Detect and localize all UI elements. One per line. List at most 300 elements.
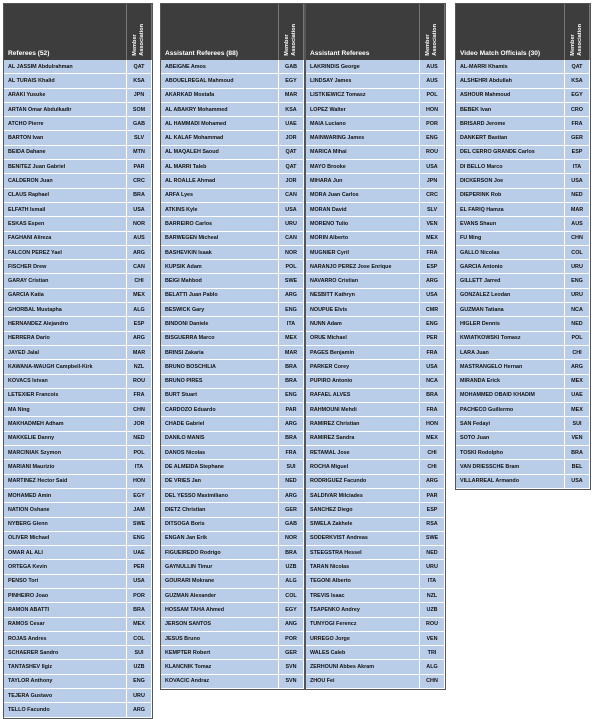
table-row [161,131,304,145]
table-row [4,488,152,502]
official-name: TSAPENKO Andrey [306,603,420,617]
table-row [306,374,445,388]
member-association-code: PAR [420,488,445,502]
official-name: MOHAMED Amin [4,488,127,502]
official-name: ASHOUR Mahmoud [456,88,565,102]
table-row [456,117,590,131]
official-name: HERRERA Dario [4,331,127,345]
table-row [306,646,445,660]
table-row [4,617,152,631]
table-row [4,303,152,317]
official-name: PUPIRO Antonio [306,374,420,388]
member-association-code: PER [127,560,152,574]
official-name: BASHEVKIN Isaak [161,245,279,259]
member-association-code: QAT [127,60,152,74]
official-name: RAMON ABATTI [4,603,127,617]
member-association-code: USA [127,574,152,588]
table-row [4,145,152,159]
official-name: TEGONI Alberto [306,574,420,588]
official-name: LOPEZ Walter [306,102,420,116]
member-association-code: MAR [127,345,152,359]
table-row [306,417,445,431]
member-association-code: GAB [279,60,304,74]
official-name: MUGNIER Cyril [306,245,420,259]
official-name: FU Ming [456,231,565,245]
member-association-code: QAT [279,160,304,174]
official-name: CALDERON Juan [4,174,127,188]
assistant-referees-title: Assistant Referees (88) [161,4,279,60]
table-row [306,74,445,88]
official-name: MAYO Brooke [306,160,420,174]
member-association-code: USA [279,202,304,216]
official-name: GARCIA Antonio [456,260,565,274]
table-row [4,102,152,116]
table-row [4,288,152,302]
table-row [306,631,445,645]
official-name: BURT Stuart [161,388,279,402]
official-name: PACHECO Guillermo [456,403,565,417]
table-row [4,217,152,231]
table-row [4,374,152,388]
member-association-code: USA [420,360,445,374]
official-name: SALDIVAR Milciades [306,488,420,502]
table-row [306,117,445,131]
table-row [4,431,152,445]
member-association-code: UAE [279,117,304,131]
official-name: KLANCNIK Tomaz [161,660,279,674]
member-association-code: UZB [279,560,304,574]
official-name: LAKRINDIS George [306,60,420,74]
official-name: MARIANI Maurizio [4,460,127,474]
official-name: AL JASSIM Abdulrahman [4,60,127,74]
official-name: FIGUEIREDO Rodrigo [161,546,279,560]
member-association-code: CHN [565,231,590,245]
official-name: TEJERA Gustavo [4,689,127,703]
table-row [161,317,304,331]
official-name: ATCHO Pierre [4,117,127,131]
table-row [306,531,445,545]
member-association-code: ANG [279,617,304,631]
table-row [456,431,590,445]
member-association-code: QAT [279,145,304,159]
table-row [161,274,304,288]
official-name: HIGLER Dennis [456,317,565,331]
table-row [456,245,590,259]
member-association-code: BRA [127,188,152,202]
official-name: GOURARI Mokrane [161,574,279,588]
official-name: KEMPTER Robert [161,646,279,660]
member-association-code: ARG [420,274,445,288]
official-name: NATION Oshane [4,503,127,517]
table-row [456,145,590,159]
official-name: JAYED Jalal [4,345,127,359]
official-name: BRISARD Jerome [456,117,565,131]
official-name: MARTINEZ Hector Said [4,474,127,488]
official-name: HERNANDEZ Alejandro [4,317,127,331]
official-name: NAVARRO Cristian [306,274,420,288]
member-association-code: VEN [565,431,590,445]
official-name: MORIN Alberto [306,231,420,245]
table-row [4,531,152,545]
member-association-code: NED [127,431,152,445]
table-row [4,188,152,202]
official-name: ENGAN Jan Erik [161,531,279,545]
member-association-code: CHI [127,274,152,288]
member-association-code: URU [565,260,590,274]
member-association-code: MEX [420,431,445,445]
official-name: AL KALAF Mohammad [161,131,279,145]
member-association-code: POR [279,631,304,645]
table-row [456,202,590,216]
assoc-header: Member Association [284,24,297,56]
member-association-code: URU [420,560,445,574]
table-row [4,689,152,703]
table-row [4,260,152,274]
member-association-code: COL [279,588,304,602]
official-name: SAN Fedayi [456,417,565,431]
member-association-code: USA [420,288,445,302]
table-row [161,474,304,488]
table-row [4,631,152,645]
official-name: ABEIGNE Amos [161,60,279,74]
member-association-code: ALG [279,574,304,588]
table-row [4,317,152,331]
table-row [161,417,304,431]
official-name: TANTASHEV Ilgiz [4,660,127,674]
table-row [456,360,590,374]
official-name: RAHMOUNI Mehdi [306,403,420,417]
official-name: BEIGI Mahbod [161,274,279,288]
table-row [161,674,304,688]
official-name: URREGO Jorge [306,631,420,645]
referees-title: Referees (52) [4,4,127,60]
table-row [161,202,304,216]
member-association-code: TRI [420,646,445,660]
table-row [306,488,445,502]
member-association-code: ROU [127,374,152,388]
table-row [306,260,445,274]
official-name: BEBEK Ivan [456,102,565,116]
member-association-code: UAE [565,388,590,402]
member-association-code: JAM [127,503,152,517]
member-association-code: SWE [420,531,445,545]
member-association-code: ENG [279,388,304,402]
official-name: EVANS Shaun [456,217,565,231]
table-row [4,117,152,131]
member-association-code: ITA [279,317,304,331]
member-association-code: AUS [420,74,445,88]
member-association-code: AUS [127,231,152,245]
table-row [306,674,445,688]
official-name: NARANJO PEREZ Jose Enrique [306,260,420,274]
official-name: GUZMAN Alexander [161,588,279,602]
official-name: GAYNULLIN Timur [161,560,279,574]
member-association-code: SVN [279,674,304,688]
member-association-code: ALG [127,303,152,317]
member-association-code: ENG [279,303,304,317]
table-row [161,174,304,188]
member-association-code: BEL [565,460,590,474]
table-row [161,431,304,445]
official-name: MA Ning [4,403,127,417]
official-name: BARREIRO Carlos [161,217,279,231]
official-name: CARDOZO Eduardo [161,403,279,417]
member-association-code: FRA [420,245,445,259]
member-association-code: NZL [420,588,445,602]
member-association-code: GER [279,646,304,660]
table-row [456,417,590,431]
table-row [306,460,445,474]
table-row [306,217,445,231]
table-row [456,345,590,359]
official-name: DANILO MANIS [161,431,279,445]
table-row [161,117,304,131]
official-name: MARCINIAK Szymon [4,446,127,460]
official-name: DE VRIES Jan [161,474,279,488]
official-name: DEL CERRO GRANDE Carlos [456,145,565,159]
table-row [161,217,304,231]
table-row [456,388,590,402]
official-name: TARAN Nicolas [306,560,420,574]
member-association-code: FRA [127,388,152,402]
official-name: ATKINS Kyle [161,202,279,216]
member-association-code: COL [127,631,152,645]
official-name: TUNYOGI Ferencz [306,617,420,631]
member-association-code: JPN [420,174,445,188]
table-row [456,374,590,388]
member-association-code: ARG [279,488,304,502]
assoc-header: Member Association [425,24,438,56]
official-name: TREVIS Isaac [306,588,420,602]
member-association-code: BRA [279,546,304,560]
table-row [306,331,445,345]
official-name: SANCHEZ Diego [306,503,420,517]
member-association-code: EGY [127,488,152,502]
member-association-code: POL [279,260,304,274]
official-name: AKARKAD Mostafa [161,88,279,102]
table-row [4,546,152,560]
table-row [161,303,304,317]
table-row [161,460,304,474]
member-association-code: ENG [420,131,445,145]
member-association-code: MEX [420,231,445,245]
table-row [306,288,445,302]
member-association-code: MAR [279,88,304,102]
member-association-code: CRO [565,102,590,116]
member-association-code: AUS [565,217,590,231]
official-name: CLAUS Raphael [4,188,127,202]
table-row [161,231,304,245]
official-name: LISTKIEWICZ Tomasz [306,88,420,102]
member-association-code: BRA [279,360,304,374]
member-association-code: GER [565,131,590,145]
assistant-referees-table-b [305,3,446,690]
member-association-code: SLV [127,131,152,145]
member-association-code: NED [565,188,590,202]
official-name: ARFA Lyes [161,188,279,202]
table-row [161,588,304,602]
table-row [161,560,304,574]
member-association-code: BRA [279,374,304,388]
table-row [161,288,304,302]
member-association-code: ITA [420,574,445,588]
table-row [306,588,445,602]
official-name: BENITEZ Juan Gabriel [4,160,127,174]
member-association-code: CHI [565,345,590,359]
official-name: ROCHA Miguel [306,460,420,474]
official-name: MIRANDA Erick [456,374,565,388]
table-row [4,131,152,145]
table-row [306,160,445,174]
table-row [161,531,304,545]
table-row [4,60,152,74]
member-association-code: ARG [565,360,590,374]
official-name: DE ALMEIDA Stephane [161,460,279,474]
member-association-code: NCA [565,303,590,317]
member-association-code: MEX [127,288,152,302]
official-name: SIWELA Zakhele [306,517,420,531]
member-association-code: POR [420,117,445,131]
table-row [161,446,304,460]
official-name: BELATTI Juan Pablo [161,288,279,302]
table-row [306,617,445,631]
table-row [4,560,152,574]
official-name: RAMIREZ Christian [306,417,420,431]
table-row [161,388,304,402]
official-name: BRUNO BOSCHILIA [161,360,279,374]
official-name: MORAN David [306,202,420,216]
table-row [4,174,152,188]
member-association-code: ENG [127,531,152,545]
table-row [306,102,445,116]
table-row [161,160,304,174]
official-name: TELLO Facundo [4,703,127,717]
member-association-code: JOR [127,417,152,431]
member-association-code: ENG [565,274,590,288]
table-row [306,560,445,574]
table-row [306,474,445,488]
table-row [161,660,304,674]
official-name: CHADE Gabriel [161,417,279,431]
table-row [306,503,445,517]
official-name: KUPSIK Adam [161,260,279,274]
member-association-code: VEN [420,631,445,645]
official-name: LARA Juan [456,345,565,359]
member-association-code: ARG [127,703,152,717]
member-association-code: CRC [127,174,152,188]
table-row [161,331,304,345]
official-name: BRINSI Zakaria [161,345,279,359]
official-name: BINDONI Daniele [161,317,279,331]
table-row [4,674,152,688]
member-association-code: FRA [279,446,304,460]
official-name: KAWANA-WAUGH Campbell-Kirk [4,360,127,374]
official-name: AL HAMMADI Mohamed [161,117,279,131]
official-name: PARKER Corey [306,360,420,374]
table-row [4,388,152,402]
official-name: VAN DRIESSCHE Bram [456,460,565,474]
member-association-code: NOR [279,245,304,259]
official-name: DITSOGA Boris [161,517,279,531]
official-name: RODRIGUEZ Facundo [306,474,420,488]
official-name: RETAMAL Jose [306,446,420,460]
member-association-code: URU [279,217,304,231]
table-row [306,174,445,188]
member-association-code: KSA [279,102,304,116]
table-row [4,74,152,88]
official-name: KOVACS Istvan [4,374,127,388]
member-association-code: CRC [420,188,445,202]
assoc-header: Member Association [132,24,145,56]
official-name: STEEGSTRA Hessel [306,546,420,560]
member-association-code: GAB [127,117,152,131]
table-row [4,417,152,431]
official-name: AL MARRI Taleb [161,160,279,174]
table-row [161,245,304,259]
official-name: AL-MARRI Khamis [456,60,565,74]
official-name: NUNN Adam [306,317,420,331]
official-name: AL TURAIS Khalid [4,74,127,88]
table-row [4,660,152,674]
member-association-code: CAN [279,231,304,245]
member-association-code: BRA [279,431,304,445]
member-association-code: FRA [420,403,445,417]
official-name: MAIA Luciano [306,117,420,131]
table-row [161,145,304,159]
table-row [161,88,304,102]
member-association-code: ARG [279,288,304,302]
table-row [306,517,445,531]
member-association-code: RSA [420,517,445,531]
official-name: KOVACIC Andraz [161,674,279,688]
table-row [306,188,445,202]
table-row [456,60,590,74]
member-association-code: NOR [279,531,304,545]
table-row [456,131,590,145]
member-association-code: EGY [565,88,590,102]
table-row [456,231,590,245]
member-association-code: HON [127,474,152,488]
official-name: OLIVER Michael [4,531,127,545]
official-name: RAMOS Cesar [4,617,127,631]
table-row [4,517,152,531]
official-name: WALES Caleb [306,646,420,660]
official-name: TAYLOR Anthony [4,674,127,688]
official-name: MAINWARING James [306,131,420,145]
table-row [306,574,445,588]
official-name: GHORBAL Mustapha [4,303,127,317]
official-name: AL ABAKRY Mohammed [161,102,279,116]
official-name: ABOUELREGAL Mahmoud [161,74,279,88]
member-association-code: USA [127,202,152,216]
table-row [306,660,445,674]
member-association-code: EGY [279,603,304,617]
official-name: PINHEIRO Joao [4,588,127,602]
member-association-code: VEN [420,217,445,231]
official-name: BARTON Ivan [4,131,127,145]
member-association-code: NOR [127,217,152,231]
table-row [456,188,590,202]
official-name: BESWICK Gary [161,303,279,317]
member-association-code: ARG [279,417,304,431]
official-name: PAGES Benjamin [306,345,420,359]
member-association-code: KSA [565,74,590,88]
member-association-code: EGY [279,74,304,88]
member-association-code: SWE [127,517,152,531]
member-association-code: UZB [127,660,152,674]
table-row [456,260,590,274]
member-association-code: NZL [127,360,152,374]
